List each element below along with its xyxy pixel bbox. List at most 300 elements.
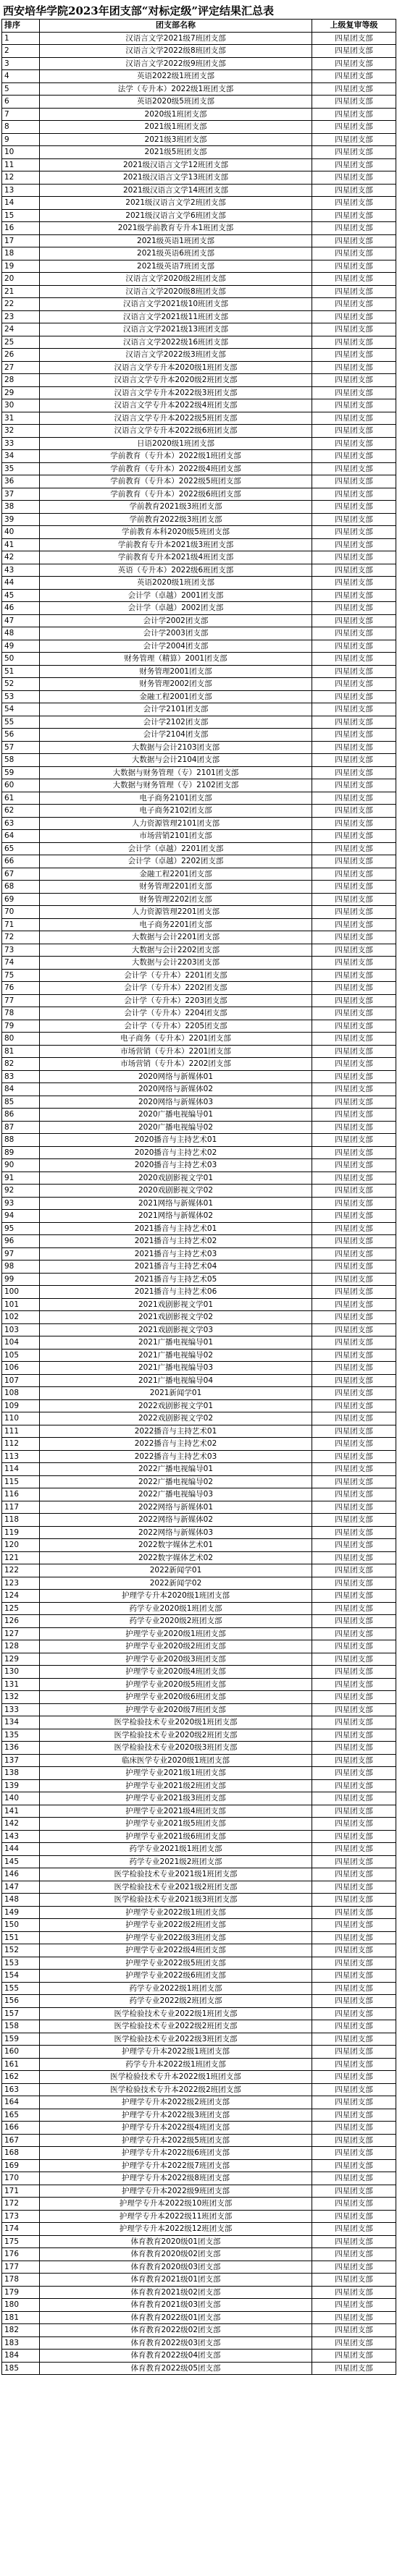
row-rank: 145	[2, 1855, 40, 1868]
row-branch-name: 护理学专业2021级5班团支部	[40, 1818, 312, 1831]
row-level: 四星团支部	[312, 2122, 396, 2135]
table-row	[2, 792, 396, 805]
row-branch-name: 护理学专业2021级4班团支部	[40, 1805, 312, 1818]
row-rank: 51	[2, 665, 40, 678]
row-level: 四星团支部	[312, 2299, 396, 2312]
row-branch-name: 汉语言文学2021级13班团支部	[40, 323, 312, 336]
table-row	[2, 462, 396, 475]
row-branch-name: 2022网络与新媒体02	[40, 1514, 312, 1527]
row-branch-name: 2022广播电视编导03	[40, 1488, 312, 1501]
row-branch-name: 会计学（专升本）2202团支部	[40, 982, 312, 995]
table-row	[2, 108, 396, 121]
row-level: 四星团支部	[312, 1323, 396, 1336]
row-branch-name: 会计学2003团支部	[40, 627, 312, 640]
row-branch-name: 体育教育2020级03团支部	[40, 2261, 312, 2274]
row-branch-name: 法学（专升本）2022级1班团支部	[40, 82, 312, 96]
table-row	[2, 678, 396, 691]
table-row	[2, 1716, 396, 1729]
row-level: 四星团支部	[312, 1261, 396, 1274]
table-row	[2, 273, 396, 286]
row-level: 四星团支部	[312, 2311, 396, 2324]
table-row	[2, 1514, 396, 1527]
row-branch-name: 汉语言文学2020级2班团支部	[40, 273, 312, 286]
row-branch-name: 学前教育（专升本）2022级5班团支部	[40, 475, 312, 488]
row-level: 四星团支部	[312, 450, 396, 463]
table-row	[2, 1754, 396, 1767]
table-row	[2, 1374, 396, 1387]
row-branch-name: 2021级英语6班团支部	[40, 247, 312, 260]
table-row	[2, 2362, 396, 2375]
row-level: 四星团支部	[312, 653, 396, 666]
row-rank: 104	[2, 1336, 40, 1350]
row-branch-name: 药学专业2021级2班团支部	[40, 1855, 312, 1868]
row-rank: 154	[2, 1970, 40, 1983]
table-row	[2, 1931, 396, 1944]
row-level: 四星团支部	[312, 1754, 396, 1767]
row-branch-name: 学前教育专升本2021级3班团支部	[40, 538, 312, 551]
row-branch-name: 汉语言文学2021级7班团支部	[40, 32, 312, 45]
row-branch-name: 财务管理2001团支部	[40, 665, 312, 678]
row-rank: 137	[2, 1754, 40, 1767]
row-rank: 160	[2, 2046, 40, 2059]
row-level: 四星团支部	[312, 2235, 396, 2248]
table-row	[2, 2083, 396, 2096]
row-rank: 86	[2, 1109, 40, 1122]
row-level: 四星团支部	[312, 2248, 396, 2261]
row-rank: 157	[2, 2007, 40, 2020]
row-rank: 12	[2, 171, 40, 185]
row-branch-name: 会计学（专升本）2205团支部	[40, 1020, 312, 1033]
row-rank: 169	[2, 2159, 40, 2172]
row-branch-name: 2022数字媒体艺术01	[40, 1539, 312, 1552]
row-level: 四星团支部	[312, 893, 396, 906]
row-level: 四星团支部	[312, 1374, 396, 1387]
row-level: 四星团支部	[312, 1058, 396, 1071]
table-row	[2, 1868, 396, 1881]
row-branch-name: 会计学2104团支部	[40, 729, 312, 742]
row-level: 四星团支部	[312, 1425, 396, 1438]
row-rank: 164	[2, 2096, 40, 2109]
row-level: 四星团支部	[312, 2033, 396, 2046]
row-level: 四星团支部	[312, 2020, 396, 2033]
row-branch-name: 2022新闻学02	[40, 1577, 312, 1590]
row-level: 四星团支部	[312, 1083, 396, 1096]
row-level: 四星团支部	[312, 57, 396, 70]
table-row	[2, 2223, 396, 2236]
row-level: 四星团支部	[312, 209, 396, 222]
row-rank: 87	[2, 1121, 40, 1134]
row-rank: 88	[2, 1134, 40, 1147]
row-level: 四星团支部	[312, 2096, 396, 2109]
row-rank: 139	[2, 1779, 40, 1792]
row-rank: 14	[2, 197, 40, 210]
row-level: 四星团支部	[312, 1336, 396, 1350]
table-row	[2, 1438, 396, 1451]
row-rank: 60	[2, 779, 40, 792]
row-level: 四星团支部	[312, 2350, 396, 2363]
row-branch-name: 药学专业2020级2班团支部	[40, 1615, 312, 1628]
table-row	[2, 1957, 396, 1970]
row-branch-name: 会计学2102团支部	[40, 716, 312, 729]
row-rank: 166	[2, 2122, 40, 2135]
row-branch-name: 2022广播电视编导01	[40, 1463, 312, 1476]
row-branch-name: 2021级英语1班团支部	[40, 234, 312, 247]
row-branch-name: 金融工程2201团支部	[40, 868, 312, 881]
table-row	[2, 158, 396, 171]
table-row	[2, 513, 396, 526]
row-rank: 25	[2, 336, 40, 349]
row-level: 四星团支部	[312, 1602, 396, 1615]
row-rank: 135	[2, 1729, 40, 1742]
row-level: 四星团支部	[312, 1843, 396, 1856]
table-row	[2, 1210, 396, 1223]
row-level: 四星团支部	[312, 564, 396, 577]
row-level: 四星团支部	[312, 1235, 396, 1248]
row-level: 四星团支部	[312, 690, 396, 703]
row-branch-name: 汉语言文学2020级8班团支部	[40, 285, 312, 298]
table-row	[2, 1311, 396, 1324]
table-row	[2, 1703, 396, 1716]
row-level: 四星团支部	[312, 678, 396, 691]
row-level: 四星团支部	[312, 310, 396, 323]
row-rank: 153	[2, 1957, 40, 1970]
table-row	[2, 703, 396, 716]
row-branch-name: 护理学专升本2020级1班团支部	[40, 1590, 312, 1603]
row-rank: 49	[2, 640, 40, 653]
table-row	[2, 653, 396, 666]
table-row	[2, 260, 396, 273]
table-row	[2, 1134, 396, 1147]
table-row	[2, 1425, 396, 1438]
table-row	[2, 2248, 396, 2261]
row-rank: 113	[2, 1450, 40, 1463]
row-level: 四星团支部	[312, 855, 396, 868]
row-rank: 184	[2, 2350, 40, 2363]
row-rank: 45	[2, 589, 40, 602]
row-rank: 23	[2, 310, 40, 323]
results-table	[1, 19, 396, 2375]
row-rank: 56	[2, 729, 40, 742]
table-row	[2, 146, 396, 159]
row-rank: 178	[2, 2274, 40, 2287]
row-branch-name: 护理学专升本2022级5班团支部	[40, 2134, 312, 2147]
row-branch-name: 2022播音与主持艺术01	[40, 1425, 312, 1438]
table-row	[2, 184, 396, 197]
row-branch-name: 2020戏剧影视文学02	[40, 1185, 312, 1198]
row-branch-name: 大数据与会计2104团支部	[40, 754, 312, 767]
row-rank: 10	[2, 146, 40, 159]
row-level: 四星团支部	[312, 1551, 396, 1564]
row-branch-name: 医学检验技术专业2020级1班团支部	[40, 1716, 312, 1729]
row-rank: 58	[2, 754, 40, 767]
row-level: 四星团支部	[312, 1007, 396, 1020]
row-rank: 3	[2, 57, 40, 70]
table-row	[2, 96, 396, 109]
row-branch-name: 护理学专业2022级5班团支部	[40, 1957, 312, 1970]
table-row	[2, 234, 396, 247]
row-rank: 103	[2, 1323, 40, 1336]
row-level: 四星团支部	[312, 1298, 396, 1311]
table-row	[2, 1033, 396, 1046]
row-rank: 124	[2, 1590, 40, 1603]
table-row	[2, 2071, 396, 2084]
table-row	[2, 1742, 396, 1755]
table-row	[2, 754, 396, 767]
row-rank: 108	[2, 1387, 40, 1400]
row-branch-name: 护理学专业2022级3班团支部	[40, 1931, 312, 1944]
row-rank: 167	[2, 2134, 40, 2147]
row-level: 四星团支部	[312, 957, 396, 970]
table-row	[2, 551, 396, 564]
table-row	[2, 893, 396, 906]
table-row	[2, 931, 396, 944]
row-level: 四星团支部	[312, 944, 396, 957]
row-branch-name: 2022播音与主持艺术03	[40, 1450, 312, 1463]
row-branch-name: 2020网络与新媒体01	[40, 1070, 312, 1083]
row-level: 四星团支部	[312, 1779, 396, 1792]
row-level: 四星团支部	[312, 1286, 396, 1299]
row-rank: 116	[2, 1488, 40, 1501]
row-rank: 36	[2, 475, 40, 488]
row-branch-name: 体育教育2021级03团支部	[40, 2299, 312, 2312]
row-rank: 63	[2, 817, 40, 830]
row-rank: 182	[2, 2324, 40, 2337]
table-row	[2, 2109, 396, 2122]
row-rank: 32	[2, 425, 40, 438]
row-level: 四星团支部	[312, 475, 396, 488]
row-rank: 138	[2, 1767, 40, 1780]
row-branch-name: 2022戏剧影视文学01	[40, 1399, 312, 1412]
table-row	[2, 1146, 396, 1159]
table-row	[2, 1995, 396, 2008]
row-branch-name: 大数据与财务管理（专）2102团支部	[40, 779, 312, 792]
row-branch-name: 护理学专业2021级3班团支部	[40, 1792, 312, 1805]
row-rank: 179	[2, 2286, 40, 2299]
row-branch-name: 2021广播电视编导01	[40, 1336, 312, 1350]
table-row	[2, 1222, 396, 1235]
row-branch-name: 汉语言文学专升本2020级2班团支部	[40, 374, 312, 387]
row-rank: 70	[2, 906, 40, 919]
row-rank: 20	[2, 273, 40, 286]
table-row	[2, 2007, 396, 2020]
row-level: 四星团支部	[312, 1640, 396, 1653]
table-row	[2, 1399, 396, 1412]
row-level: 四星团支部	[312, 602, 396, 615]
table-row	[2, 1944, 396, 1957]
table-row	[2, 1273, 396, 1286]
row-branch-name: 医学检验技术专业2021级2班团支部	[40, 1881, 312, 1894]
row-rank: 46	[2, 602, 40, 615]
row-branch-name: 2021级学前教育专升本1班团支部	[40, 222, 312, 235]
table-row	[2, 1412, 396, 1425]
row-level: 四星团支部	[312, 234, 396, 247]
row-branch-name: 医学检验技术专业2021级3班团支部	[40, 1894, 312, 1907]
row-branch-name: 2020级1班团支部	[40, 108, 312, 121]
row-level: 四星团支部	[312, 766, 396, 779]
row-branch-name: 2021级1班团支部	[40, 121, 312, 134]
row-rank: 2	[2, 45, 40, 58]
row-level: 四星团支部	[312, 1526, 396, 1539]
table-row	[2, 1526, 396, 1539]
row-branch-name: 护理学专业2022级1班团支部	[40, 1906, 312, 1919]
row-branch-name: 体育教育2020级01团支部	[40, 2235, 312, 2248]
row-level: 四星团支部	[312, 2286, 396, 2299]
row-level: 四星团支部	[312, 1273, 396, 1286]
row-branch-name: 护理学专升本2022级12班团支部	[40, 2223, 312, 2236]
row-branch-name: 英语2020级5班团支部	[40, 96, 312, 109]
row-level: 四星团支部	[312, 1045, 396, 1058]
row-level: 四星团支部	[312, 2223, 396, 2236]
row-level: 四星团支部	[312, 2274, 396, 2287]
row-rank: 134	[2, 1716, 40, 1729]
row-rank: 144	[2, 1843, 40, 1856]
row-branch-name: 会计学（专升本）2201团支部	[40, 969, 312, 982]
row-branch-name: 2022网络与新媒体03	[40, 1526, 312, 1539]
row-level: 四星团支部	[312, 121, 396, 134]
table-row	[2, 766, 396, 779]
table-row	[2, 1779, 396, 1792]
row-level: 四星团支部	[312, 1488, 396, 1501]
row-rank: 123	[2, 1577, 40, 1590]
row-rank: 22	[2, 298, 40, 311]
row-rank: 4	[2, 70, 40, 83]
row-rank: 125	[2, 1602, 40, 1615]
table-row	[2, 412, 396, 425]
row-rank: 112	[2, 1438, 40, 1451]
row-level: 四星团支部	[312, 2058, 396, 2071]
row-level: 四星团支部	[312, 45, 396, 58]
row-level: 四星团支部	[312, 1020, 396, 1033]
row-branch-name: 市场营销（专升本）2202团支部	[40, 1058, 312, 1071]
row-level: 四星团支部	[312, 2071, 396, 2084]
table-row	[2, 1096, 396, 1109]
row-level: 四星团支部	[312, 2007, 396, 2020]
row-rank: 24	[2, 323, 40, 336]
row-rank: 67	[2, 868, 40, 881]
row-level: 四星团支部	[312, 1121, 396, 1134]
table-row	[2, 121, 396, 134]
table-row	[2, 2274, 396, 2287]
row-rank: 5	[2, 82, 40, 96]
table-row	[2, 1488, 396, 1501]
row-level: 四星团支部	[312, 1970, 396, 1983]
table-row	[2, 70, 396, 83]
row-rank: 18	[2, 247, 40, 260]
row-branch-name: 护理学专业2020级5班团支部	[40, 1678, 312, 1691]
table-header-row	[2, 20, 396, 33]
row-level: 四星团支部	[312, 2185, 396, 2198]
row-level: 四星团支部	[312, 1539, 396, 1552]
table-row	[2, 1020, 396, 1033]
row-level: 四星团支部	[312, 462, 396, 475]
table-row	[2, 2336, 396, 2350]
table-row	[2, 906, 396, 919]
row-branch-name: 大数据与会计2203团支部	[40, 957, 312, 970]
row-level: 四星团支部	[312, 1438, 396, 1451]
row-rank: 120	[2, 1539, 40, 1552]
table-row	[2, 1235, 396, 1248]
row-level: 四星团支部	[312, 703, 396, 716]
row-branch-name: 2020播音与主持艺术03	[40, 1159, 312, 1172]
table-row	[2, 1666, 396, 1679]
row-branch-name: 人力资源管理2101团支部	[40, 817, 312, 830]
table-row	[2, 32, 396, 45]
row-level: 四星团支部	[312, 1703, 396, 1716]
table-row	[2, 1172, 396, 1185]
row-rank: 80	[2, 1033, 40, 1046]
table-row	[2, 2172, 396, 2185]
row-branch-name: 2022广播电视编导02	[40, 1475, 312, 1488]
row-level: 四星团支部	[312, 1311, 396, 1324]
row-branch-name: 2021网络与新媒体01	[40, 1197, 312, 1210]
row-rank: 34	[2, 450, 40, 463]
row-rank: 19	[2, 260, 40, 273]
row-level: 四星团支部	[312, 349, 396, 362]
row-rank: 176	[2, 2248, 40, 2261]
row-level: 四星团支部	[312, 323, 396, 336]
row-rank: 93	[2, 1197, 40, 1210]
row-branch-name: 2021广播电视编导04	[40, 1374, 312, 1387]
row-level: 四星团支部	[312, 1475, 396, 1488]
table-row	[2, 830, 396, 843]
table-row	[2, 969, 396, 982]
row-branch-name: 2020网络与新媒体02	[40, 1083, 312, 1096]
row-rank: 156	[2, 1995, 40, 2008]
row-rank: 152	[2, 1944, 40, 1957]
table-row	[2, 2020, 396, 2033]
table-row	[2, 1539, 396, 1552]
row-level: 四星团支部	[312, 2261, 396, 2274]
row-branch-name: 护理学专业2021级2班团支部	[40, 1779, 312, 1792]
row-rank: 117	[2, 1501, 40, 1514]
row-rank: 69	[2, 893, 40, 906]
row-level: 四星团支部	[312, 779, 396, 792]
table-row	[2, 994, 396, 1007]
table-row	[2, 602, 396, 615]
row-branch-name: 会计学（卓越）2002团支部	[40, 602, 312, 615]
row-branch-name: 护理学专升本2022级2班团支部	[40, 2096, 312, 2109]
row-branch-name: 2022戏剧影视文学02	[40, 1412, 312, 1425]
row-rank: 170	[2, 2172, 40, 2185]
row-rank: 27	[2, 361, 40, 374]
row-branch-name: 护理学专升本2022级1班团支部	[40, 2046, 312, 2059]
row-level: 四星团支部	[312, 2362, 396, 2375]
table-row	[2, 2261, 396, 2274]
table-row	[2, 310, 396, 323]
row-rank: 180	[2, 2299, 40, 2312]
table-row	[2, 82, 396, 96]
row-rank: 21	[2, 285, 40, 298]
table-row	[2, 1387, 396, 1400]
row-branch-name: 汉语言文学2021级10班团支部	[40, 298, 312, 311]
row-branch-name: 护理学专升本2022级6班团支部	[40, 2147, 312, 2160]
row-branch-name: 2021级汉语言文学14班团支部	[40, 184, 312, 197]
row-rank: 177	[2, 2261, 40, 2274]
table-row	[2, 640, 396, 653]
row-level: 四星团支部	[312, 374, 396, 387]
row-branch-name: 会计学2002团支部	[40, 614, 312, 627]
row-level: 四星团支部	[312, 273, 396, 286]
row-branch-name: 汉语言文学2022级8班团支部	[40, 45, 312, 58]
table-row	[2, 1045, 396, 1058]
row-level: 四星团支部	[312, 425, 396, 438]
row-branch-name: 会计学（卓越）2202团支部	[40, 855, 312, 868]
row-level: 四星团支部	[312, 881, 396, 894]
row-level: 四星团支部	[312, 754, 396, 767]
row-rank: 6	[2, 96, 40, 109]
row-level: 四星团支部	[312, 1501, 396, 1514]
table-row	[2, 1615, 396, 1628]
